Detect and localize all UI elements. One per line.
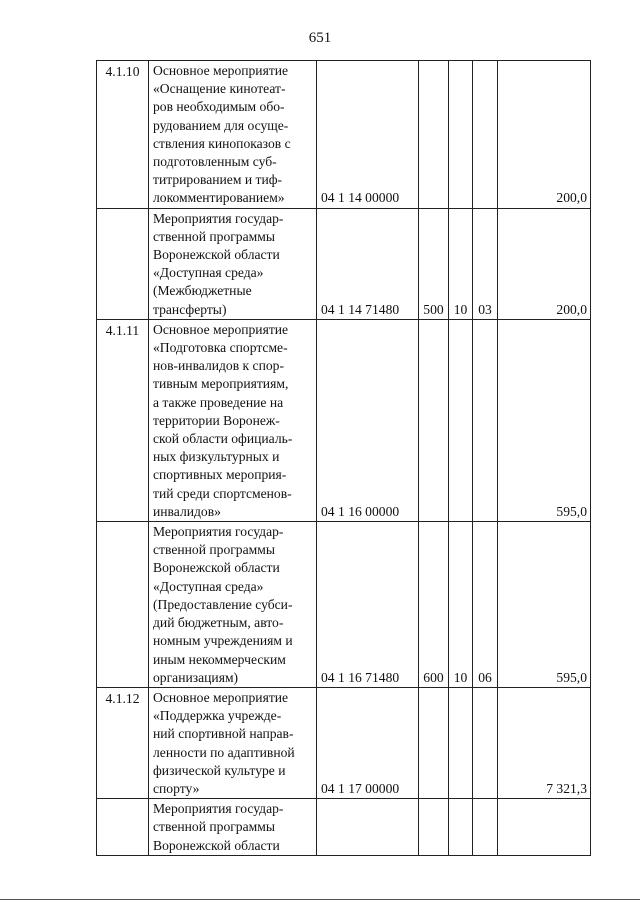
item-name-line: «Доступная среда» — [153, 265, 264, 281]
section-cell — [449, 799, 473, 856]
expense-type-cell — [419, 61, 449, 209]
item-name-line: тий среди спортсменов- — [153, 485, 292, 501]
item-name-line: титрированием и тиф- — [153, 172, 283, 188]
item-name-line: (Предоставление субси- — [153, 596, 293, 612]
item-name-line: организациям) — [153, 669, 239, 685]
table-row — [97, 522, 591, 688]
section-cell — [449, 687, 473, 798]
item-name-line: ской области официаль- — [153, 431, 293, 447]
item-name-line: ний спортивной направ- — [153, 726, 294, 742]
item-name-cell — [149, 522, 317, 688]
amount-cell: 200,0 — [498, 61, 591, 209]
target-article-code-cell: 04 1 16 71480 — [317, 522, 419, 688]
item-name-line: Основное мероприятие — [153, 321, 289, 337]
item-number-cell — [97, 208, 149, 319]
item-name-line: Мероприятия государ- — [153, 210, 284, 226]
item-name-line: ров необходимым обо- — [153, 99, 285, 115]
table-row — [97, 208, 591, 319]
item-name-line: Воронежской области — [153, 560, 280, 576]
item-name-cell — [149, 319, 317, 521]
page-number: 651 — [308, 30, 332, 46]
expense-type-cell: 600 — [419, 522, 449, 688]
target-article-code-cell — [317, 799, 419, 856]
item-name-line: «Оснащение кинотеат- — [153, 81, 286, 97]
item-name-line: Основное мероприятие — [153, 63, 289, 78]
item-name-line: Основное мероприятие — [153, 689, 289, 705]
subsection-cell: 03 — [473, 208, 498, 319]
amount-cell — [498, 799, 591, 856]
item-name-line: ственной программы — [153, 819, 275, 835]
item-name-line: ствления кинопоказов с — [153, 135, 291, 151]
item-name-line: спорту» — [153, 780, 200, 796]
amount-cell: 200,0 — [498, 208, 591, 319]
item-name-line: Воронежской области — [153, 247, 280, 263]
table-row — [97, 799, 591, 856]
budget-table — [96, 60, 591, 856]
amount-cell: 595,0 — [498, 522, 591, 688]
table-row — [97, 61, 591, 209]
target-article-code-cell: 04 1 14 71480 — [317, 208, 419, 319]
section-cell: 10 — [449, 522, 473, 688]
subsection-cell: 06 — [473, 522, 498, 688]
item-name-line: ных физкультурных и — [153, 449, 280, 465]
expense-type-cell — [419, 799, 449, 856]
amount-cell: 7 321,3 — [498, 687, 591, 798]
item-number-cell: 4.1.12 — [97, 687, 149, 798]
section-cell: 10 — [449, 208, 473, 319]
item-name-line: Мероприятия государ- — [153, 524, 284, 540]
target-article-code-cell: 04 1 14 00000 — [317, 61, 419, 209]
item-name-cell — [149, 799, 317, 856]
item-name-line: нов-инвалидов к спор- — [153, 358, 284, 374]
target-article-code-cell: 04 1 17 00000 — [317, 687, 419, 798]
subsection-cell — [473, 61, 498, 209]
expense-type-cell — [419, 687, 449, 798]
item-name-line: (Межбюджетные — [153, 283, 252, 299]
item-name-line: локомментированием» — [153, 190, 285, 206]
expense-type-cell: 500 — [419, 208, 449, 319]
item-name-line: тивным мероприятиям, — [153, 376, 289, 392]
item-number-cell: 4.1.10 — [97, 61, 149, 209]
subsection-cell — [473, 799, 498, 856]
item-name-line: «Поддержка учрежде- — [153, 708, 282, 724]
item-name-line: рудованием для осуще- — [153, 117, 289, 133]
subsection-cell — [473, 319, 498, 521]
item-number-cell: 4.1.11 — [97, 319, 149, 521]
item-name-cell — [149, 61, 317, 209]
item-name-line: физической культуре и — [153, 762, 286, 778]
item-name-line: «Доступная среда» — [153, 578, 264, 594]
item-name-line: трансферты) — [153, 301, 227, 317]
section-cell — [449, 61, 473, 209]
item-name-line: ственной программы — [153, 542, 275, 558]
target-article-code-cell: 04 1 16 00000 — [317, 319, 419, 521]
item-name-cell — [149, 208, 317, 319]
item-name-line: территории Воронеж- — [153, 412, 280, 428]
table-row — [97, 319, 591, 521]
item-name-line: дий бюджетным, авто- — [153, 615, 284, 631]
item-name-line: инвалидов» — [153, 503, 221, 519]
item-number-cell — [97, 522, 149, 688]
table-row — [97, 687, 591, 798]
item-name-line: а также проведение на — [153, 394, 284, 410]
item-name-line: подготовленным суб- — [153, 154, 277, 170]
subsection-cell — [473, 687, 498, 798]
expense-type-cell — [419, 319, 449, 521]
page-bottom-rule — [0, 899, 640, 900]
item-name-line: иным некоммерческим — [153, 651, 286, 667]
item-number-cell — [97, 799, 149, 856]
item-name-line: номным учреждениям и — [153, 633, 293, 649]
item-name-line: Воронежской области — [153, 837, 280, 853]
item-name-cell — [149, 687, 317, 798]
item-name-line: ственной программы — [153, 228, 275, 244]
item-name-line: ленности по адаптивной — [153, 744, 295, 760]
item-name-line: Мероприятия государ- — [153, 801, 284, 817]
item-name-line: спортивных мероприя- — [153, 467, 287, 483]
item-name-line: «Подготовка спортсме- — [153, 340, 288, 356]
section-cell — [449, 319, 473, 521]
amount-cell: 595,0 — [498, 319, 591, 521]
